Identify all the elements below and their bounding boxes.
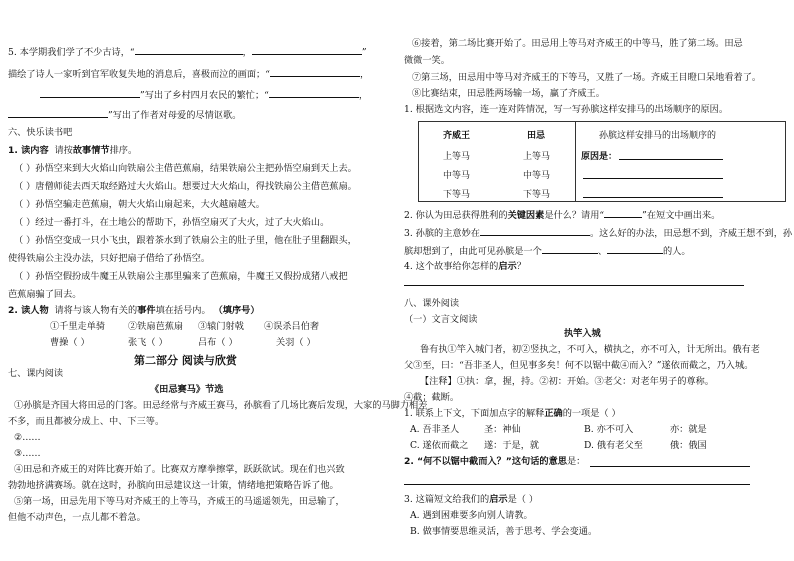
paragraph: ⑥接着，第二场比赛开始了。田忌用上等马对齐威王的中等马，胜了第二场。田忌 <box>412 38 743 49</box>
story-item: （ ）孙悟空变成一只小飞虫，跟着茶水到了铁扇公主的肚子里，他在肚子里翻跟头， <box>14 235 357 246</box>
classical-text-title: 执竿入城 <box>564 328 601 339</box>
question-2: 2. 你认为田忌获得胜利的关键因素是什么？请用“ ”在短文中画出来。 <box>404 207 720 222</box>
answer-line[interactable] <box>583 197 723 198</box>
part-two-heading: 第二部分 阅读与欣赏 <box>134 354 237 367</box>
answer-line[interactable] <box>404 285 744 286</box>
table-cell[interactable]: 中等马 <box>443 171 471 181</box>
paragraph: ④田忌和齐威王的对阵比赛开始了。比赛双方摩拳擦掌，跃跃欲试。现在们也兴致 <box>14 464 345 475</box>
translation-question: 2. “何不以锯中截而入？”这句话的意思是： <box>404 456 586 467</box>
choice-option-a[interactable]: A. 吾非圣人 <box>410 424 460 435</box>
lesson-question: 3. 这篇短文给我们的启示是（ ） <box>404 494 539 505</box>
paragraph: ⑧比赛结束，田忌胜两场输一场，赢了齐威王。 <box>412 88 605 99</box>
paragraph: ⑦第三场，田忌用中等马对齐威王的下等马，又胜了一场。齐威王目瞪口呆地看着了。 <box>412 72 762 83</box>
article-title: 《田忌赛马》节选 <box>150 384 224 395</box>
event-option: ①千里走单骑 <box>50 321 106 332</box>
story-item: （ ）孙悟空来到大火焰山向铁扇公主借芭蕉扇，结果铁扇公主把孙悟空扇到天上去。 <box>14 163 357 174</box>
paragraph: ③…… <box>14 448 41 459</box>
person-answer[interactable]: 张飞（ ） <box>128 337 168 348</box>
story-item-cont: 芭蕉扇骗了回去。 <box>8 289 82 300</box>
table-cell[interactable]: 下等马 <box>523 190 551 200</box>
paragraph: ⑤第一场，田忌先用下等马对齐威王的上等马，齐威王的马遥遥领先，田忌输了， <box>14 496 345 507</box>
annotation: ④截：截断。 <box>404 392 460 403</box>
q5-line1: 5. 本学期我们学了不少古诗，“ ， ” <box>8 44 367 59</box>
section-8-heading: 八、课外阅读 <box>404 298 460 309</box>
paragraph: 微微一笑。 <box>404 55 450 66</box>
answer-option-a[interactable]: A. 遇到困难要多向别人请教。 <box>410 510 533 521</box>
person-answer[interactable]: 曹操（ ） <box>50 337 90 348</box>
story-item: （ ）孙悟空骗走芭蕉扇，朝大火焰山扇起来，大火越扇越大。 <box>14 199 265 210</box>
table-cell[interactable]: 下等马 <box>443 190 471 200</box>
blank[interactable] <box>8 107 108 118</box>
table-header-qiweiwang: 齐威王 <box>443 131 471 141</box>
paragraph: 但他不动声色，一点儿都不着急。 <box>8 512 146 523</box>
section-6-heading: 六、快乐读书吧 <box>8 127 73 138</box>
q5-line2: 描绘了诗人一家听到官军收复失地的消息后，喜极而泣的画面；“ ， <box>8 66 369 81</box>
blank[interactable] <box>270 66 360 77</box>
blank <box>604 207 642 218</box>
story-item: （ ）经过一番打斗，在土地公的帮助下，孙悟空扇灭了大火，过了大火焰山。 <box>14 217 330 228</box>
horse-match-table <box>418 121 786 202</box>
question-3-cont: 膑却想到了，由此可见孙膑是一个 、 的人。 <box>404 243 691 258</box>
question-3: 3. 孙膑的主意妙在 。这么好的办法，田忌想不到，齐威王想不到，孙 <box>404 225 792 240</box>
table-cell[interactable]: 上等马 <box>443 152 471 162</box>
read-content-question: 1. 读内容 请按故事情节排序。 <box>8 145 138 156</box>
annotation: 【注释】①执：拿，握，持。②初：开始。③老父：对老年男子的尊称。 <box>420 376 714 387</box>
reason-label: 原因是： <box>581 152 618 162</box>
table-cell[interactable]: 上等马 <box>523 152 551 162</box>
person-answer[interactable]: 吕布（ ） <box>198 337 238 348</box>
blank[interactable] <box>607 243 663 254</box>
paragraph: ①孙膑是齐国大将田忌的门客。田忌经常与齐威王赛马，孙膑看了几场比赛后发现，大家的马脚力相差 <box>14 400 428 411</box>
choice-option-a-gloss: 圣：神仙 <box>484 424 521 435</box>
person-answer[interactable]: 关羽（ ） <box>276 337 316 348</box>
answer-line[interactable] <box>404 484 750 485</box>
answer-option-b[interactable]: B. 做事情要思维灵活，善于思考、学会变通。 <box>410 526 598 537</box>
choice-option-c-gloss: 遂：于是，就 <box>484 440 540 451</box>
multiple-choice-question: 1. 联系上下文，下面加点字的解释正确的一项是（ ） <box>404 408 621 419</box>
choice-option-b[interactable]: B. 亦不可入 <box>584 424 634 435</box>
subsection-heading: （一）文言文阅读 <box>404 314 478 325</box>
table-cell[interactable]: 中等马 <box>523 171 551 181</box>
classical-text: 父③至，曰：“吾非圣人，但见事多矣！何不以锯中截④而入？”遂依而截之，乃入城。 <box>404 360 754 371</box>
blank[interactable] <box>480 225 590 236</box>
event-option: ②铁扇芭蕉扇 <box>128 321 184 332</box>
story-item: （ ）唐僧师徒去西天取经路过大火焰山。想要过大火焰山，得找铁扇公主借芭蕉扇。 <box>14 181 357 192</box>
answer-line[interactable] <box>583 178 723 179</box>
paragraph: 不多，而且都被分成上、中、下三等。 <box>8 416 165 427</box>
story-item-cont: 使得铁扇公主没办法，只好把扇子借给了孙悟空。 <box>8 253 211 264</box>
blank[interactable] <box>40 87 140 98</box>
answer-line[interactable] <box>619 159 723 160</box>
classical-text: 鲁有执①竿入城门者，初②竖执之，不可入，横执之，亦不可入，计无所出。俄有老 <box>420 344 760 355</box>
q5-line4: ”写出了作者对母爱的尽情讴歌。 <box>8 107 241 122</box>
section-7-heading: 七、课内阅读 <box>8 368 64 379</box>
choice-option-d-gloss: 俄：俄国 <box>670 440 707 451</box>
answer-line[interactable] <box>590 466 750 467</box>
choice-option-d[interactable]: D. 俄有老父至 <box>584 440 643 451</box>
table-header-tianji: 田忌 <box>527 131 546 141</box>
blank[interactable] <box>542 243 598 254</box>
event-option: ③辕门射戟 <box>198 321 244 332</box>
story-item: （ ）孙悟空假扮成牛魔王从铁扇公主那里骗来了芭蕉扇，牛魔王又假扮成猪八戒把 <box>14 271 348 282</box>
blank[interactable] <box>269 87 359 98</box>
paragraph: 勃勃地挤满赛场。就在这时，孙膑向田忌建议这一计策，情绪地把策略告诉了他。 <box>8 480 339 491</box>
blank[interactable] <box>252 44 362 55</box>
blank[interactable] <box>135 44 243 55</box>
event-option: ④误杀吕伯奢 <box>264 321 320 332</box>
choice-option-b-gloss: 亦：就是 <box>670 424 707 435</box>
question-1: 1. 根据选文内容，连一连对阵情况，写一写孙膑这样安排马的出场顺序的原因。 <box>404 104 729 115</box>
reason-question: 孙膑这样安排马的出场顺序的 <box>599 131 717 141</box>
choice-option-c[interactable]: C. 遂依而截之 <box>410 440 469 451</box>
paragraph: ②…… <box>14 432 41 443</box>
q5-line3: ”写出了乡村四月农民的繁忙；“ ， <box>40 87 368 102</box>
read-people-question: 2. 读人物 请将与该人物有关的事件填在括号内。 （填序号） <box>8 305 260 316</box>
question-4: 4. 这个故事给你怎样的启示？ <box>404 261 526 272</box>
